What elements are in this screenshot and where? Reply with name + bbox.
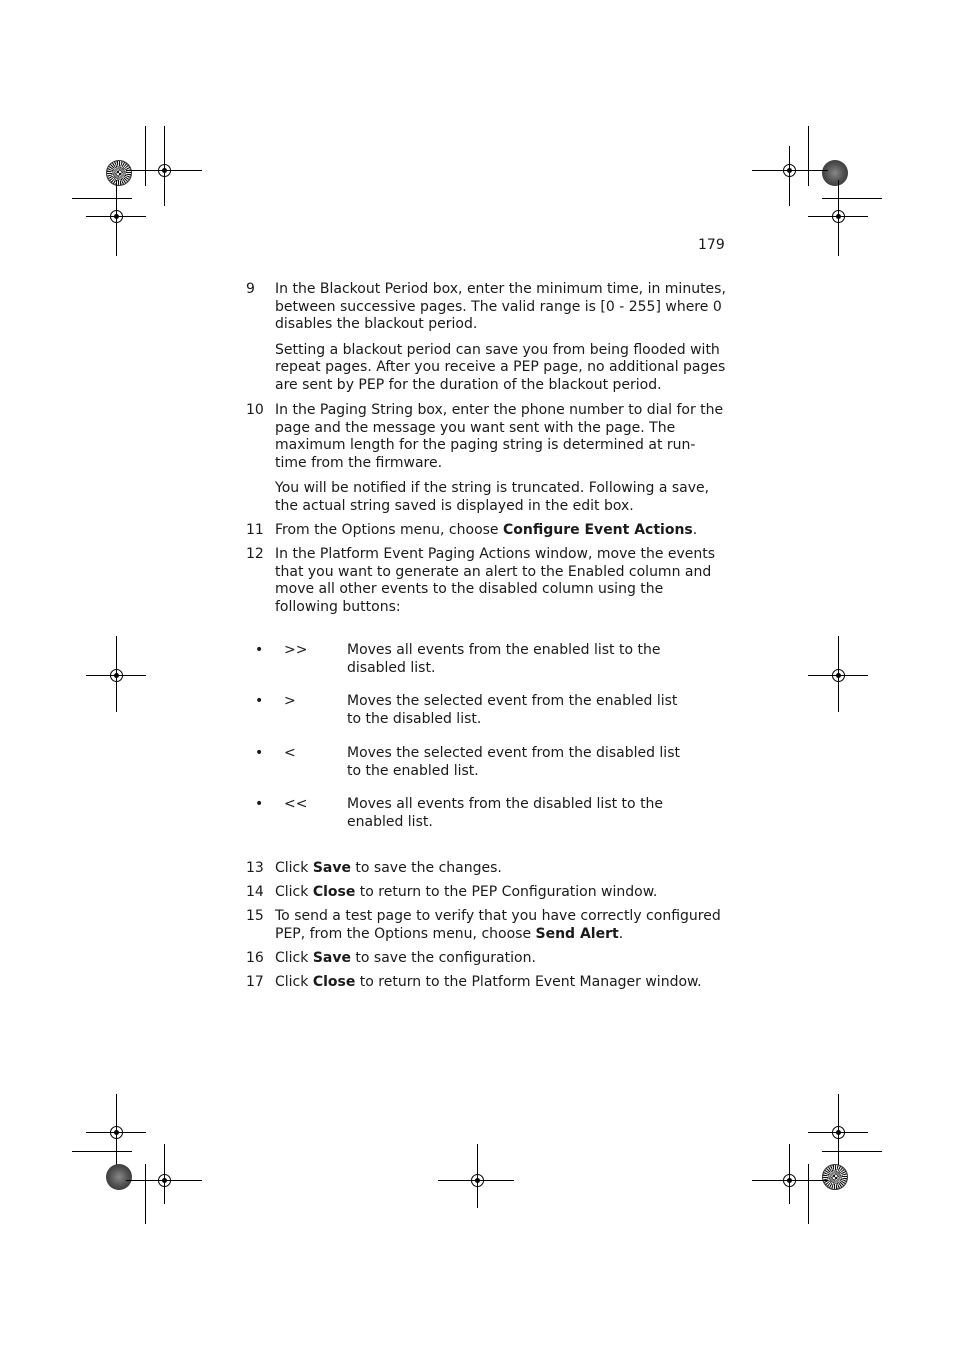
step-number: 13 — [246, 860, 264, 876]
color-wheel-mark-icon — [822, 160, 848, 186]
color-wheel-mark-icon — [106, 160, 132, 186]
command-close: Close — [312, 974, 356, 990]
list-item-step-13 — [246, 860, 726, 878]
list-item-step-15 — [246, 908, 726, 943]
menu-command-configure-event-actions: Configure Event Actions — [503, 522, 693, 538]
step-number: 12 — [246, 546, 264, 562]
bullet-description: Moves all events from the disabled list to the enabled list. — [347, 796, 664, 830]
button-key-label: < — [284, 745, 296, 761]
step-number: 16 — [246, 950, 264, 966]
step-text: Click Save to save the configuration. — [275, 950, 536, 966]
step-number: 11 — [246, 522, 264, 538]
list-item-step-10 — [246, 402, 726, 516]
command-save: Save — [312, 950, 351, 966]
step-text: Click Save to save the changes. — [275, 860, 502, 876]
button-key-label: >> — [284, 642, 308, 658]
list-item-step-17 — [246, 974, 726, 992]
step-number: 10 — [246, 402, 264, 418]
step-number: 17 — [246, 974, 264, 990]
step-text: In the Blackout Period box, enter the minimum time, in minutes, between successive pages. The valid range is [0 - 255] where 0 disables the blackout period. — [275, 281, 726, 333]
color-wheel-mark-icon — [822, 1164, 848, 1190]
step-text: Click Close to return to the PEP Configuration window. — [275, 884, 658, 900]
command-send-alert: Send Alert — [535, 925, 619, 942]
button-key-label: << — [284, 796, 308, 812]
bullet-description: Moves the selected event from the enabled list to the disabled list. — [347, 693, 678, 727]
step-number: 9 — [246, 281, 255, 297]
bullet-description: Moves the selected event from the disabled list to the enabled list. — [347, 745, 680, 779]
step-note: You will be notified if the string is truncated. Following a save, the actual string saved is displayed in the edit box. — [275, 480, 710, 514]
step-text: From the Options menu, choose Configure Event Actions. — [275, 522, 698, 538]
bullet-item-move-selected-to-disabled: • > Moves the selected event from the enabled list to the disabled list. — [255, 693, 715, 728]
command-save: Save — [312, 860, 351, 876]
page-number: 179 — [698, 237, 725, 253]
step-number: 15 — [246, 908, 264, 924]
list-item-step-11 — [246, 522, 726, 540]
step-note: Setting a blackout period can save you from being flooded with repeat pages. After you receive a PEP page, no additional pages are sent by PEP for the duration of the blackout period. — [275, 341, 726, 393]
list-item-step-14 — [246, 884, 726, 902]
bullet-description: Moves all events from the enabled list to the disabled list. — [347, 642, 661, 676]
step-text: In the Platform Event Paging Actions window, move the events that you want to generate an alert to the Enabled column and move all other events to the disabled column using the following buttons: — [275, 546, 716, 615]
bullet-item-move-all-to-enabled: • << Moves all events from the disabled list to the enabled list. — [255, 796, 715, 831]
list-item-step-12 — [246, 546, 726, 616]
bullet-item-move-selected-to-enabled: • < Moves the selected event from the disabled list to the enabled list. — [255, 745, 715, 780]
color-wheel-mark-icon — [106, 1164, 132, 1190]
command-close: Close — [312, 884, 356, 900]
list-item-step-16 — [246, 950, 726, 968]
step-number: 14 — [246, 884, 264, 900]
list-item-step-9 — [246, 281, 726, 395]
button-key-label: > — [284, 693, 296, 709]
step-text: To send a test page to verify that you have correctly configured PEP, from the Options menu, choose Send Alert. — [275, 908, 721, 942]
step-text: In the Paging String box, enter the phone number to dial for the page and the message you want sent with the page. The maximum length for the paging string is determined at run-time from the firmware. — [275, 402, 724, 471]
step-text: Click Close to return to the Platform Event Manager window. — [275, 974, 702, 990]
bullet-item-move-all-to-disabled: • >> Moves all events from the enabled list to the disabled list. — [255, 642, 715, 677]
